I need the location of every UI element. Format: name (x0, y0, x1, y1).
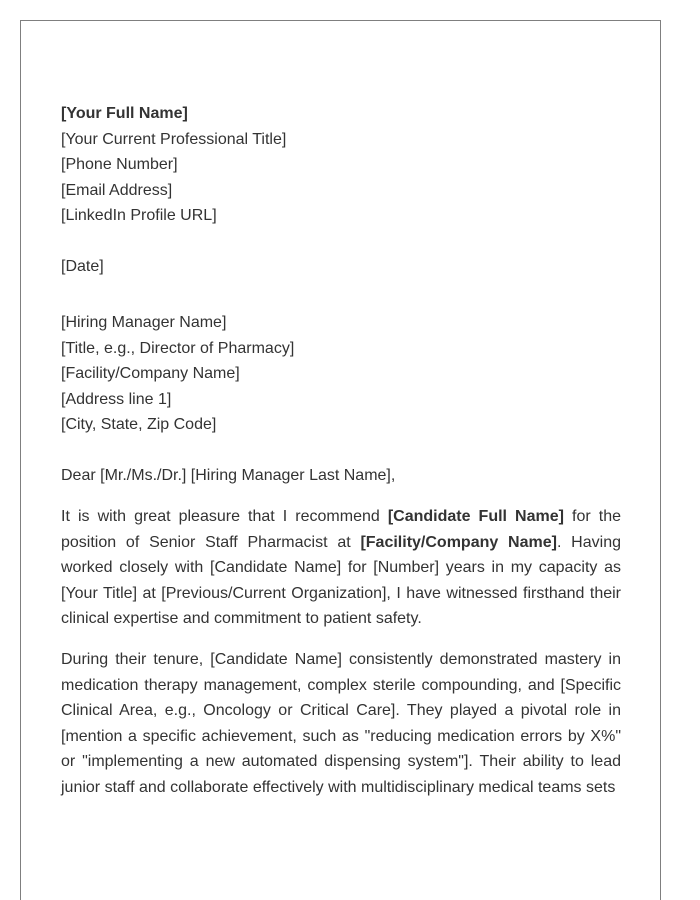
paragraph-tenure: During their tenure, [Candidate Name] consistently demonstrated mastery in medication therapy management, complex sterile compounding, and [Specific Clinical Area, e.g., Oncology or Critical Care]. They played a pivotal role in [mention a specific achievement, such as "reducing medication errors by X%" or "implementing a new automated dispensing system"]. Their ability to lead junior staff and collaborate effectively with multidisciplinary medical teams sets (61, 651, 621, 796)
paragraph-1-text-a: It is with great pleasure that I recommend (61, 508, 388, 525)
sender-title: [Your Current Professional Title] (61, 130, 287, 148)
letter-date: [Date] (61, 258, 104, 275)
sender-phone: [Phone Number] (61, 156, 178, 173)
recipient-company: [Facility/Company Name] (61, 365, 240, 382)
facility-name-bold: [Facility/Company Name] (360, 533, 557, 551)
letter-body (61, 101, 621, 800)
recipient-city-state-zip: [City, State, Zip Code] (61, 416, 217, 433)
recipient-address: [Address line 1] (61, 390, 172, 408)
paragraph-recommendation (61, 504, 621, 632)
candidate-name-bold: [Candidate Full Name] (387, 508, 564, 525)
recipient-block (61, 310, 621, 438)
sender-linkedin: [LinkedIn Profile URL] (61, 207, 217, 224)
recipient-title: [Title, e.g., Director of Pharmacy] (61, 339, 295, 357)
sender-email: [Email Address] (61, 181, 173, 199)
sender-name: [Your Full Name] (61, 105, 188, 122)
sender-block (61, 101, 621, 229)
paragraph-1-text-b: for the position of Senior Staff Pharmacist at (61, 508, 621, 551)
paragraph-1-text-c: . Having worked closely with [Candidate Name] for [Number] years in my capacity as [Your Title] at [Previous/Current Organization], I have witnessed firsthand their clinical expertise and commitment to patient safety. (61, 533, 621, 627)
letter-page (20, 20, 661, 900)
recipient-name: [Hiring Manager Name] (61, 314, 227, 331)
salutation: Dear [Mr./Ms./Dr.] [Hiring Manager Last Name], (61, 467, 396, 484)
